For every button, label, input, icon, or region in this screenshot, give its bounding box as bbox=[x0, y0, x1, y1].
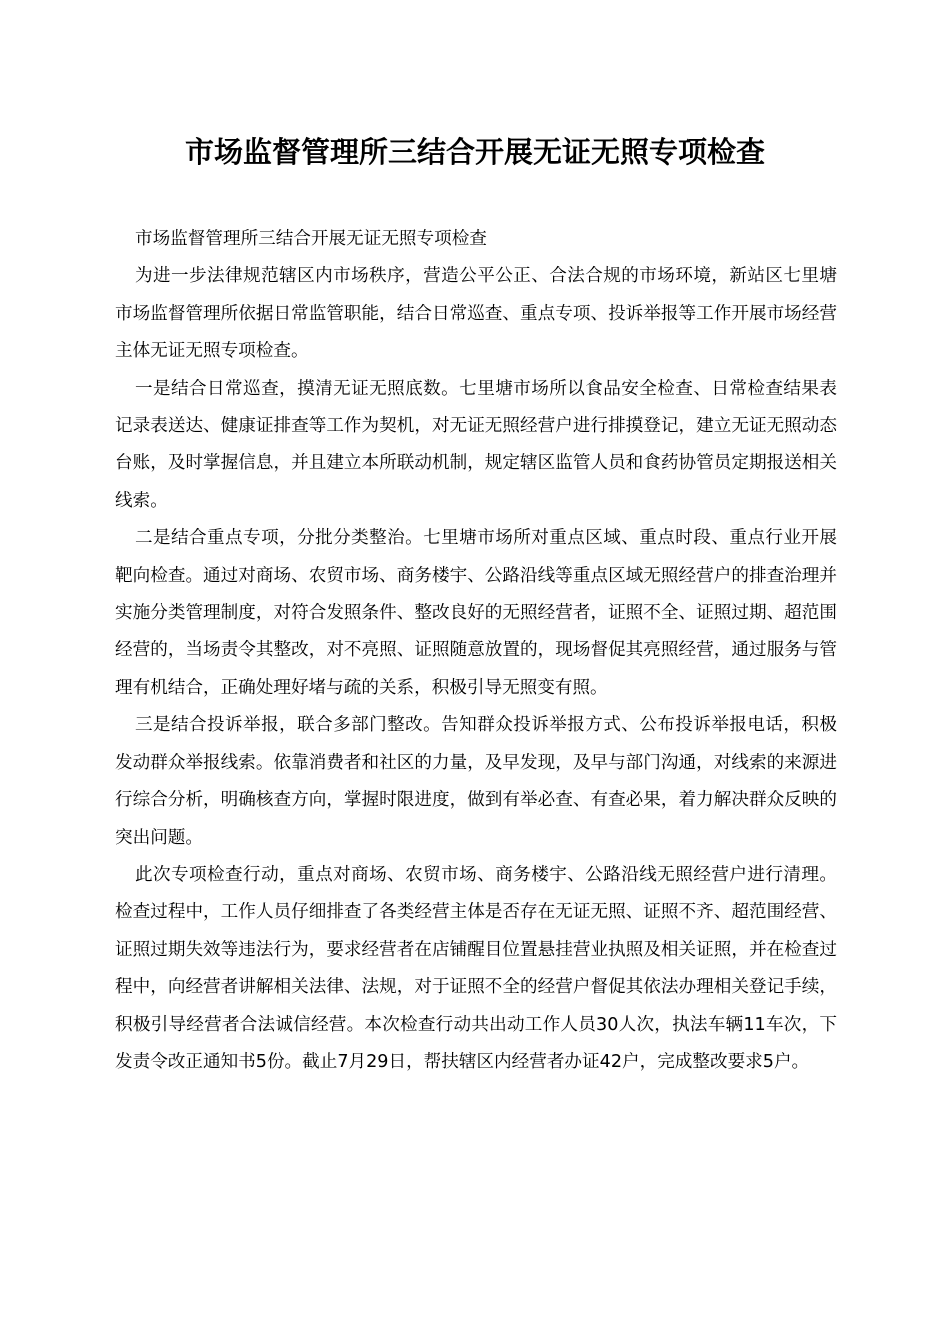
document-body bbox=[115, 221, 837, 1081]
paragraph-intro: 为进一步法律规范辖区内市场秩序，营造公平公正、合法合规的市场环境，新站区七里塘市场监督管理所依据日常监管职能，结合日常巡查、重点专项、投诉举报等工作开展市场经营主体无证无照专项检查。 bbox=[115, 266, 837, 362]
paragraph-complaints: 三是结合投诉举报，联合多部门整改。告知群众投诉举报方式、公布投诉举报电话，积极发动群众举报线索。依靠消费者和社区的力量，及早发现，及早与部门沟通，对线索的来源进行综合分析，明确核查方向，掌握时限进度，做到有举必查、有查必果，着力解决群众反映的突出问题。 bbox=[115, 715, 837, 848]
paragraph-daily-inspection: 一是结合日常巡查，摸清无证无照底数。七里塘市场所以食品安全检查、日常检查结果表记录表送达、健康证排查等工作为契机，对无证无照经营户进行排摸登记，建立无证无照动态台账，及时掌握信息，并且建立本所联动机制，规定辖区监管人员和食药协管员定期报送相关线索。 bbox=[115, 378, 837, 511]
paragraph-subtitle: 市场监督管理所三结合开展无证无照专项检查 bbox=[135, 229, 487, 249]
paragraph-key-projects: 二是结合重点专项，分批分类整治。七里塘市场所对重点区域、重点时段、重点行业开展靶向检查。通过对商场、农贸市场、商务楼宇、公路沿线等重点区域无照经营户的排查治理并实施分类管理制度，对符合发照条件、整改良好的无照经营者，证照不全、证照过期、超范围经营的，当场责令其整改，对不亮照、证照随意放置的，现场督促其亮照经营，通过服务与管理有机结合，正确处理好堵与疏的关系，积极引导无照变有照。 bbox=[115, 528, 837, 698]
document-title: 市场监督管理所三结合开展无证无照专项检查 bbox=[184, 135, 765, 169]
paragraph-summary: 此次专项检查行动，重点对商场、农贸市场、商务楼宇、公路沿线无照经营户进行清理。检查过程中，工作人员仔细排查了各类经营主体是否存在无证无照、证照不齐、超范围经营、证照过期失效等违法行为，要求经营者在店铺醒目位置悬挂营业执照及相关证照，并在检查过程中，向经营者讲解相关法律、法规，对于证照不全的经营户督促其依法办理相关登记手续，积极引导经营者合法诚信经营。本次检查行动共出动工作人员30人次，执法车辆11车次，下发责令改正通知书5份。截止7月29日，帮扶辖区内经营者办证42户，完成整改要求5户。 bbox=[115, 864, 837, 1072]
